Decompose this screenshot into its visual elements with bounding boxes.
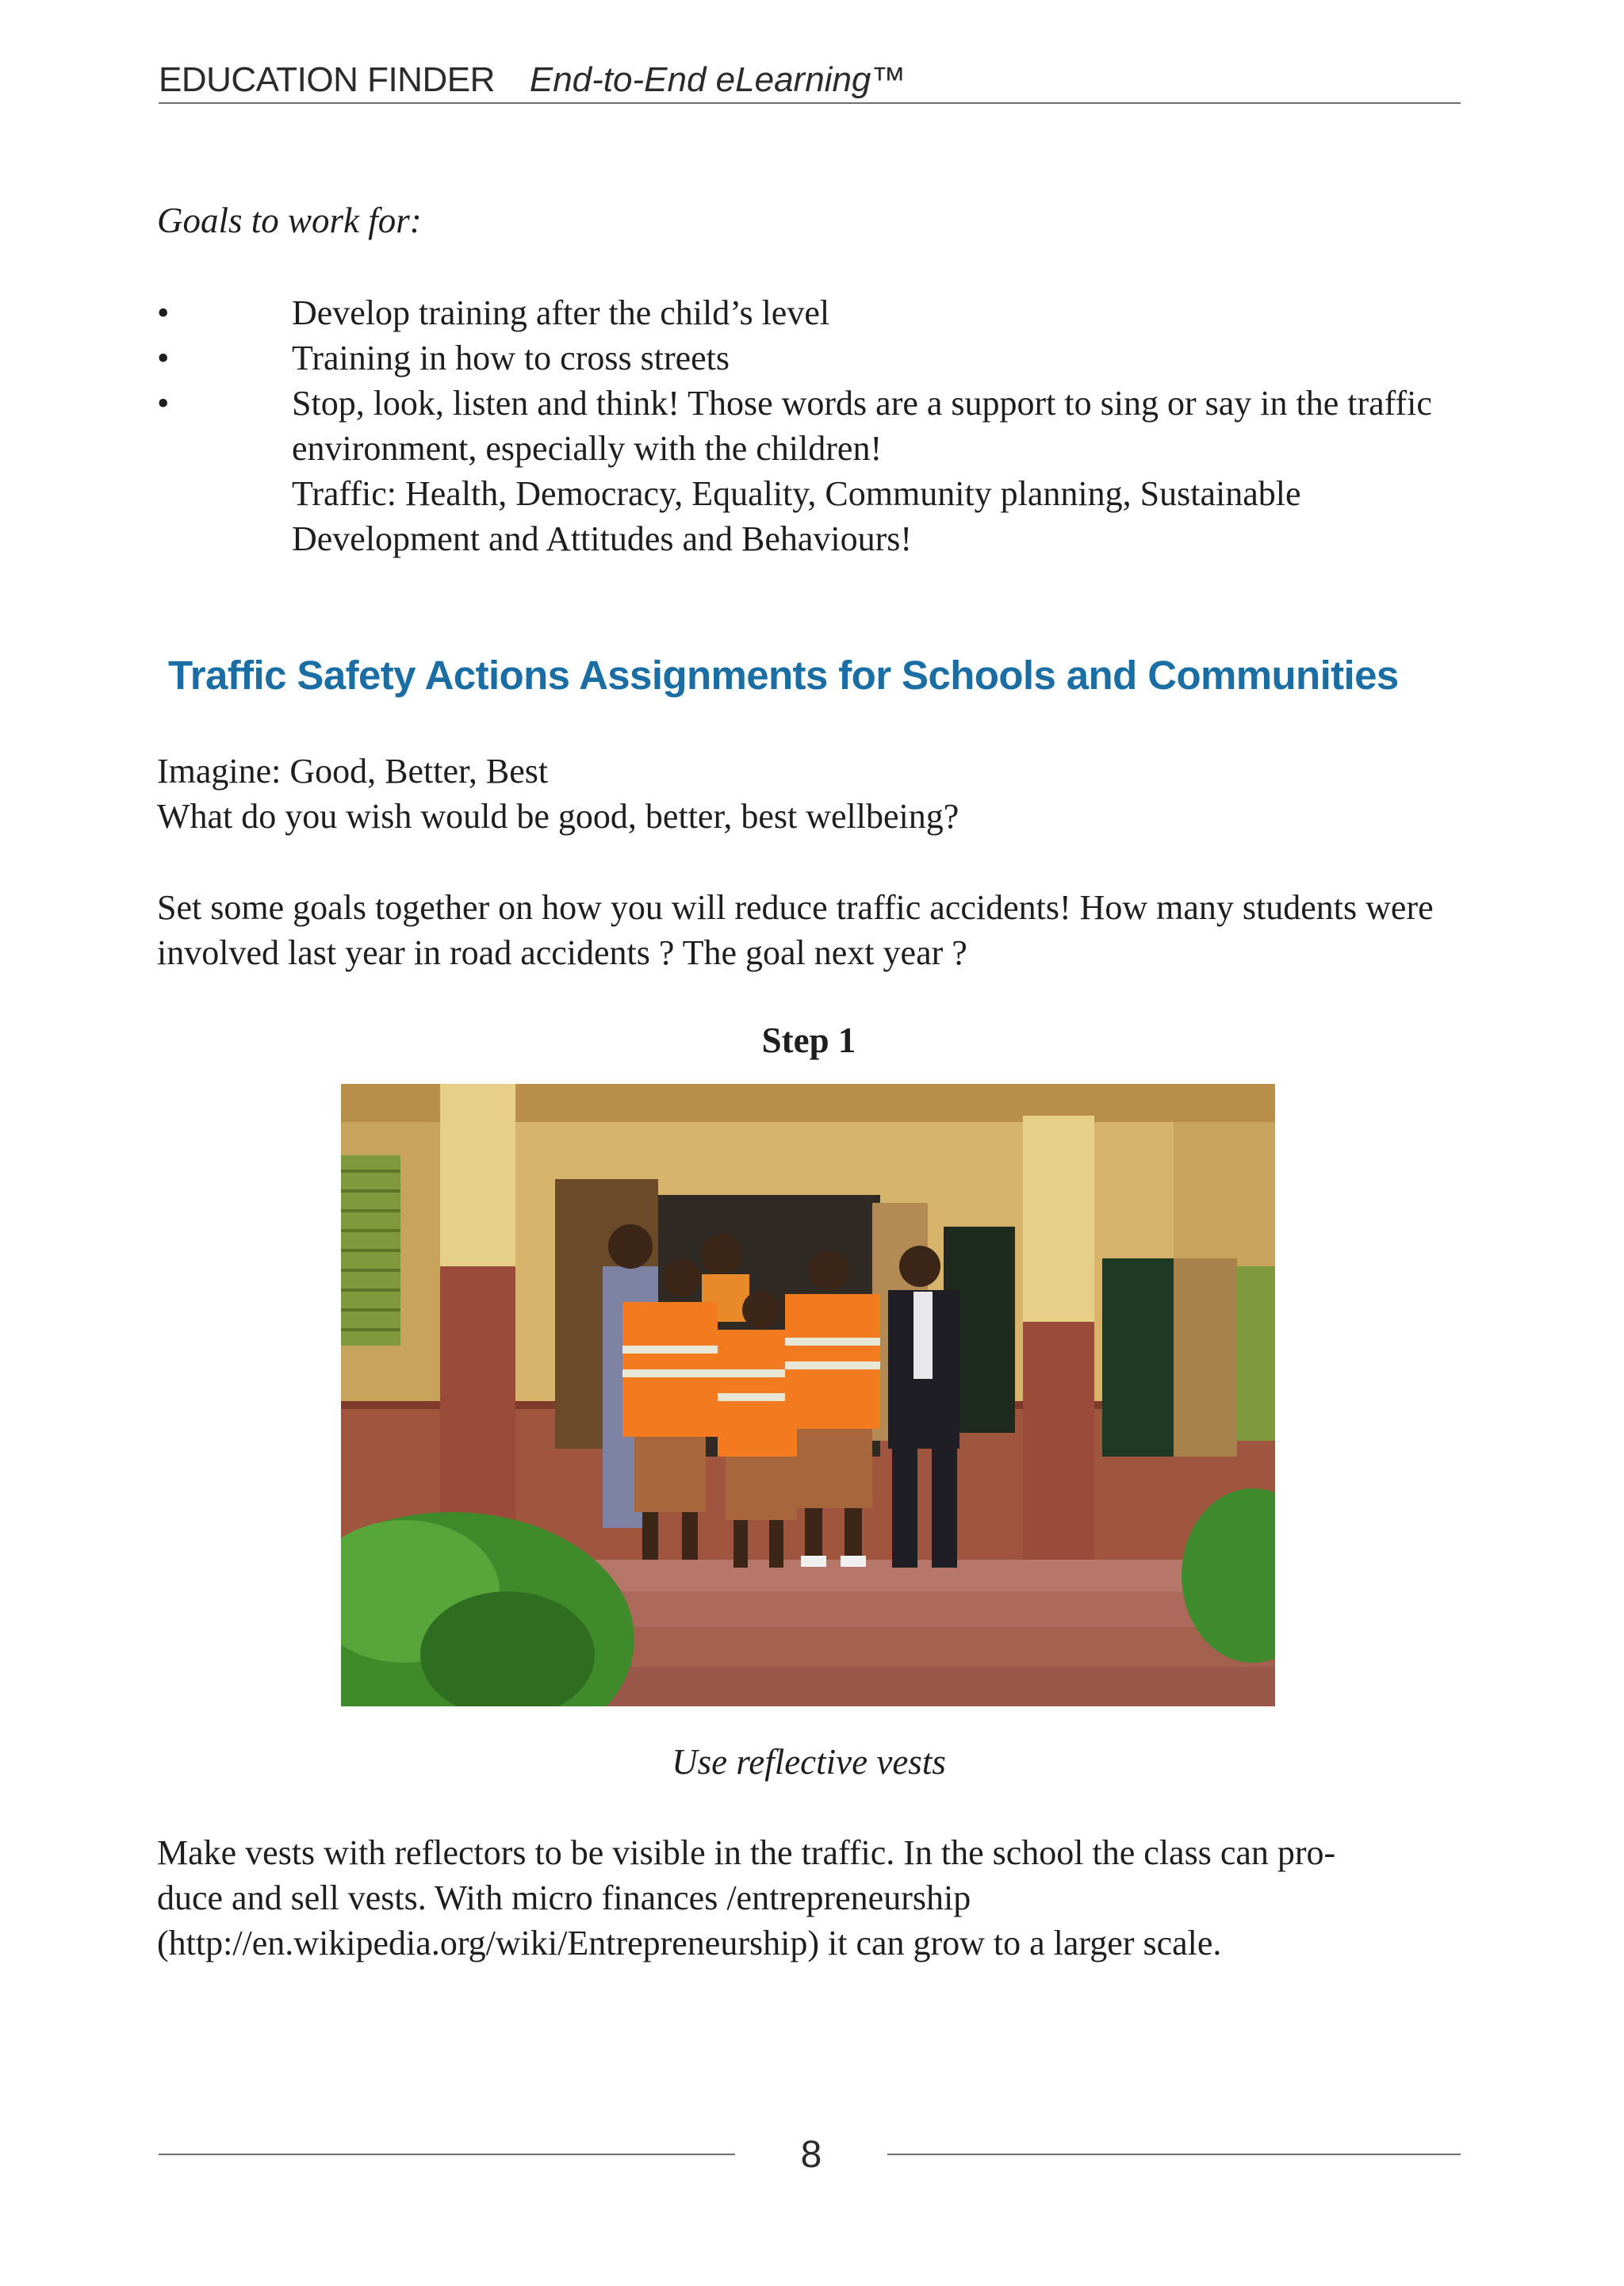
running-header bbox=[159, 60, 1461, 100]
wellbeing-question: What do you wish would be good, better, best wellbeing? bbox=[157, 797, 959, 836]
goals-bullet-list bbox=[157, 290, 1473, 561]
list-item bbox=[157, 290, 1473, 335]
header-divider bbox=[159, 102, 1461, 104]
bullet-text: Develop training after the child’s level bbox=[292, 293, 830, 332]
bullet-text: Stop, look, listen and think! Those words are a support to sing or say in the traffic environment, especially with the children! bbox=[292, 384, 1432, 468]
list-item bbox=[157, 381, 1473, 471]
bullet-continuation-text: Traffic: Health, Democracy, Equality, Community planning, Sustainable Development and Attitudes and Behaviours! bbox=[292, 474, 1301, 558]
photo-caption: Use reflective vests bbox=[672, 1742, 946, 1782]
goals-paragraph: Set some goals together on how you will reduce traffic accidents! How many students were involved last year in road accidents ? The goal next year ? bbox=[157, 888, 1434, 972]
step-label: Step 1 bbox=[761, 1020, 856, 1060]
header-brand: EDUCATION FINDER bbox=[159, 60, 495, 99]
vests-line: duce and sell vests. With micro finances /entrepreneurship bbox=[157, 1878, 971, 1917]
imagine-paragraph bbox=[157, 749, 1473, 839]
bullet-marker: • bbox=[157, 293, 170, 332]
bullet-text: Training in how to cross streets bbox=[292, 339, 730, 377]
school-group-photo bbox=[341, 1084, 1275, 1706]
bullet-marker: • bbox=[157, 339, 170, 377]
list-item bbox=[157, 335, 1473, 381]
footer-divider-right bbox=[887, 2154, 1461, 2155]
vests-paragraph bbox=[157, 1830, 1473, 1966]
section-title: Traffic Safety Actions Assignments for Schools and Communities bbox=[168, 653, 1399, 698]
header-tagline: End-to-End eLearning™ bbox=[529, 60, 906, 99]
bullet-marker: • bbox=[157, 384, 170, 423]
vests-line: (http://en.wikipedia.org/wiki/Entrepreneurship) it can grow to a larger scale. bbox=[157, 1924, 1222, 1962]
vests-line: Make vests with reflectors to be visible in the traffic. In the school the class can pro- bbox=[157, 1833, 1336, 1872]
goals-heading: Goals to work for: bbox=[157, 201, 422, 240]
footer-divider-left bbox=[159, 2154, 735, 2155]
imagine-line: Imagine: Good, Better, Best bbox=[157, 752, 549, 791]
page-number: 8 bbox=[800, 2134, 822, 2176]
